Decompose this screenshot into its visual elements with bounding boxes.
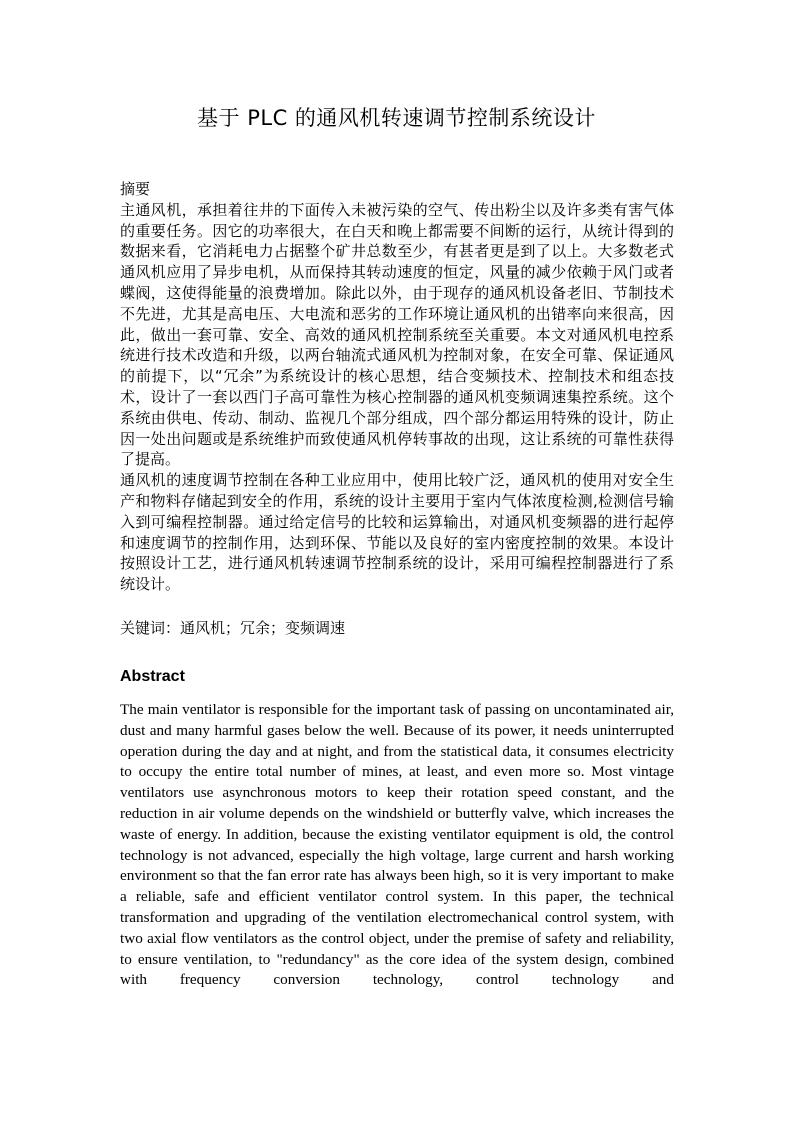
chinese-abstract	[120, 179, 674, 595]
chinese-abstract-heading: 摘要	[120, 180, 151, 198]
english-abstract-heading: Abstract	[120, 668, 185, 685]
chinese-keywords: 关键词：通风机；冗余；变频调速	[120, 619, 346, 637]
paper-title: 基于 PLC 的通风机转速调节控制系统设计	[197, 106, 596, 130]
chinese-abstract-paragraph-1: 主通风机，承担着往井的下面传入未被污染的空气、传出粉尘以及许多类有害气体的重要任务。因它的功率很大，在白天和晚上都需要不间断的运行，从统计得到的数据来看，它消耗电力占据整个矿井总数至少，有甚者更是到了以上。大多数老式通风机应用了异步电机，从而保持其转动速度的恒定，风量的减少依赖于风门或者蝶阀，这使得能量的浪费增加。除此以外，由于现存的通风机设备老旧、节制技术不先进，尤其是高电压、大电流和恶劣的工作环境让通风机的出错率向来很高，因此，做出一套可靠、安全、高效的通风机控制系统至关重要。本文对通风机电控系统进行技术改造和升级，以两台轴流式通风机为控制对象，在安全可靠、保证通风的前提下，以“冗余”为系统设计的核心思想，结合变频技术、控制技术和组态技术，设计了一套以西门子高可靠性为核心控制器的通风机变频调速集控系统。这个系统由供电、传动、制动、监视几个部分组成，四个部分都运用特殊的设计，防止因一处出问题或是系统维护而致使通风机停转事故的出现，这让系统的可靠性获得了提高。	[120, 200, 674, 469]
english-abstract-text: The main ventilator is responsible for the important task of passing on uncontaminated air, dust and many harmful gases below the well. Because of its power, it needs uninterrupted operation during the day and at night, and from the statistical data, it consumes electricity to occupy the entire total number of mines, at least, and even more so. Most vintage ventilators use asynchronous motors to keep their rotation speed constant, and the reduction in air volume depends on the windshield or butterfly valve, which increases the waste of energy. In addition, because the existing ventilator equipment is old, the control technology is not advanced, especially the high voltage, large current and harsh working environment so that the fan error rate has always been high, so it is very important to make a reliable, safe and efficient ventilator control system. In this paper, the technical transformation and upgrading of the ventilation electromechanical control system, with two axial flow ventilators as the control object, under the premise of safety and reliability, to ensure ventilation, to "redundancy" as the core idea of the system design, combined with frequency conversion technology, control technology and	[120, 701, 674, 989]
chinese-abstract-paragraph-2: 通风机的速度调节控制在各种工业应用中，使用比较广泛，通风机的使用对安全生产和物料存储起到安全的作用，系统的设计主要用于室内气体浓度检测,检测信号输入到可编程控制器。通过给定信号的比较和运算输出，对通风机变频器的进行起停和速度调节的控制作用，达到环保、节能以及良好的室内密度控制的效果。本设计按照设计工艺，进行通风机转速调节控制系统的设计，采用可编程控制器进行了系统设计。	[120, 471, 674, 594]
